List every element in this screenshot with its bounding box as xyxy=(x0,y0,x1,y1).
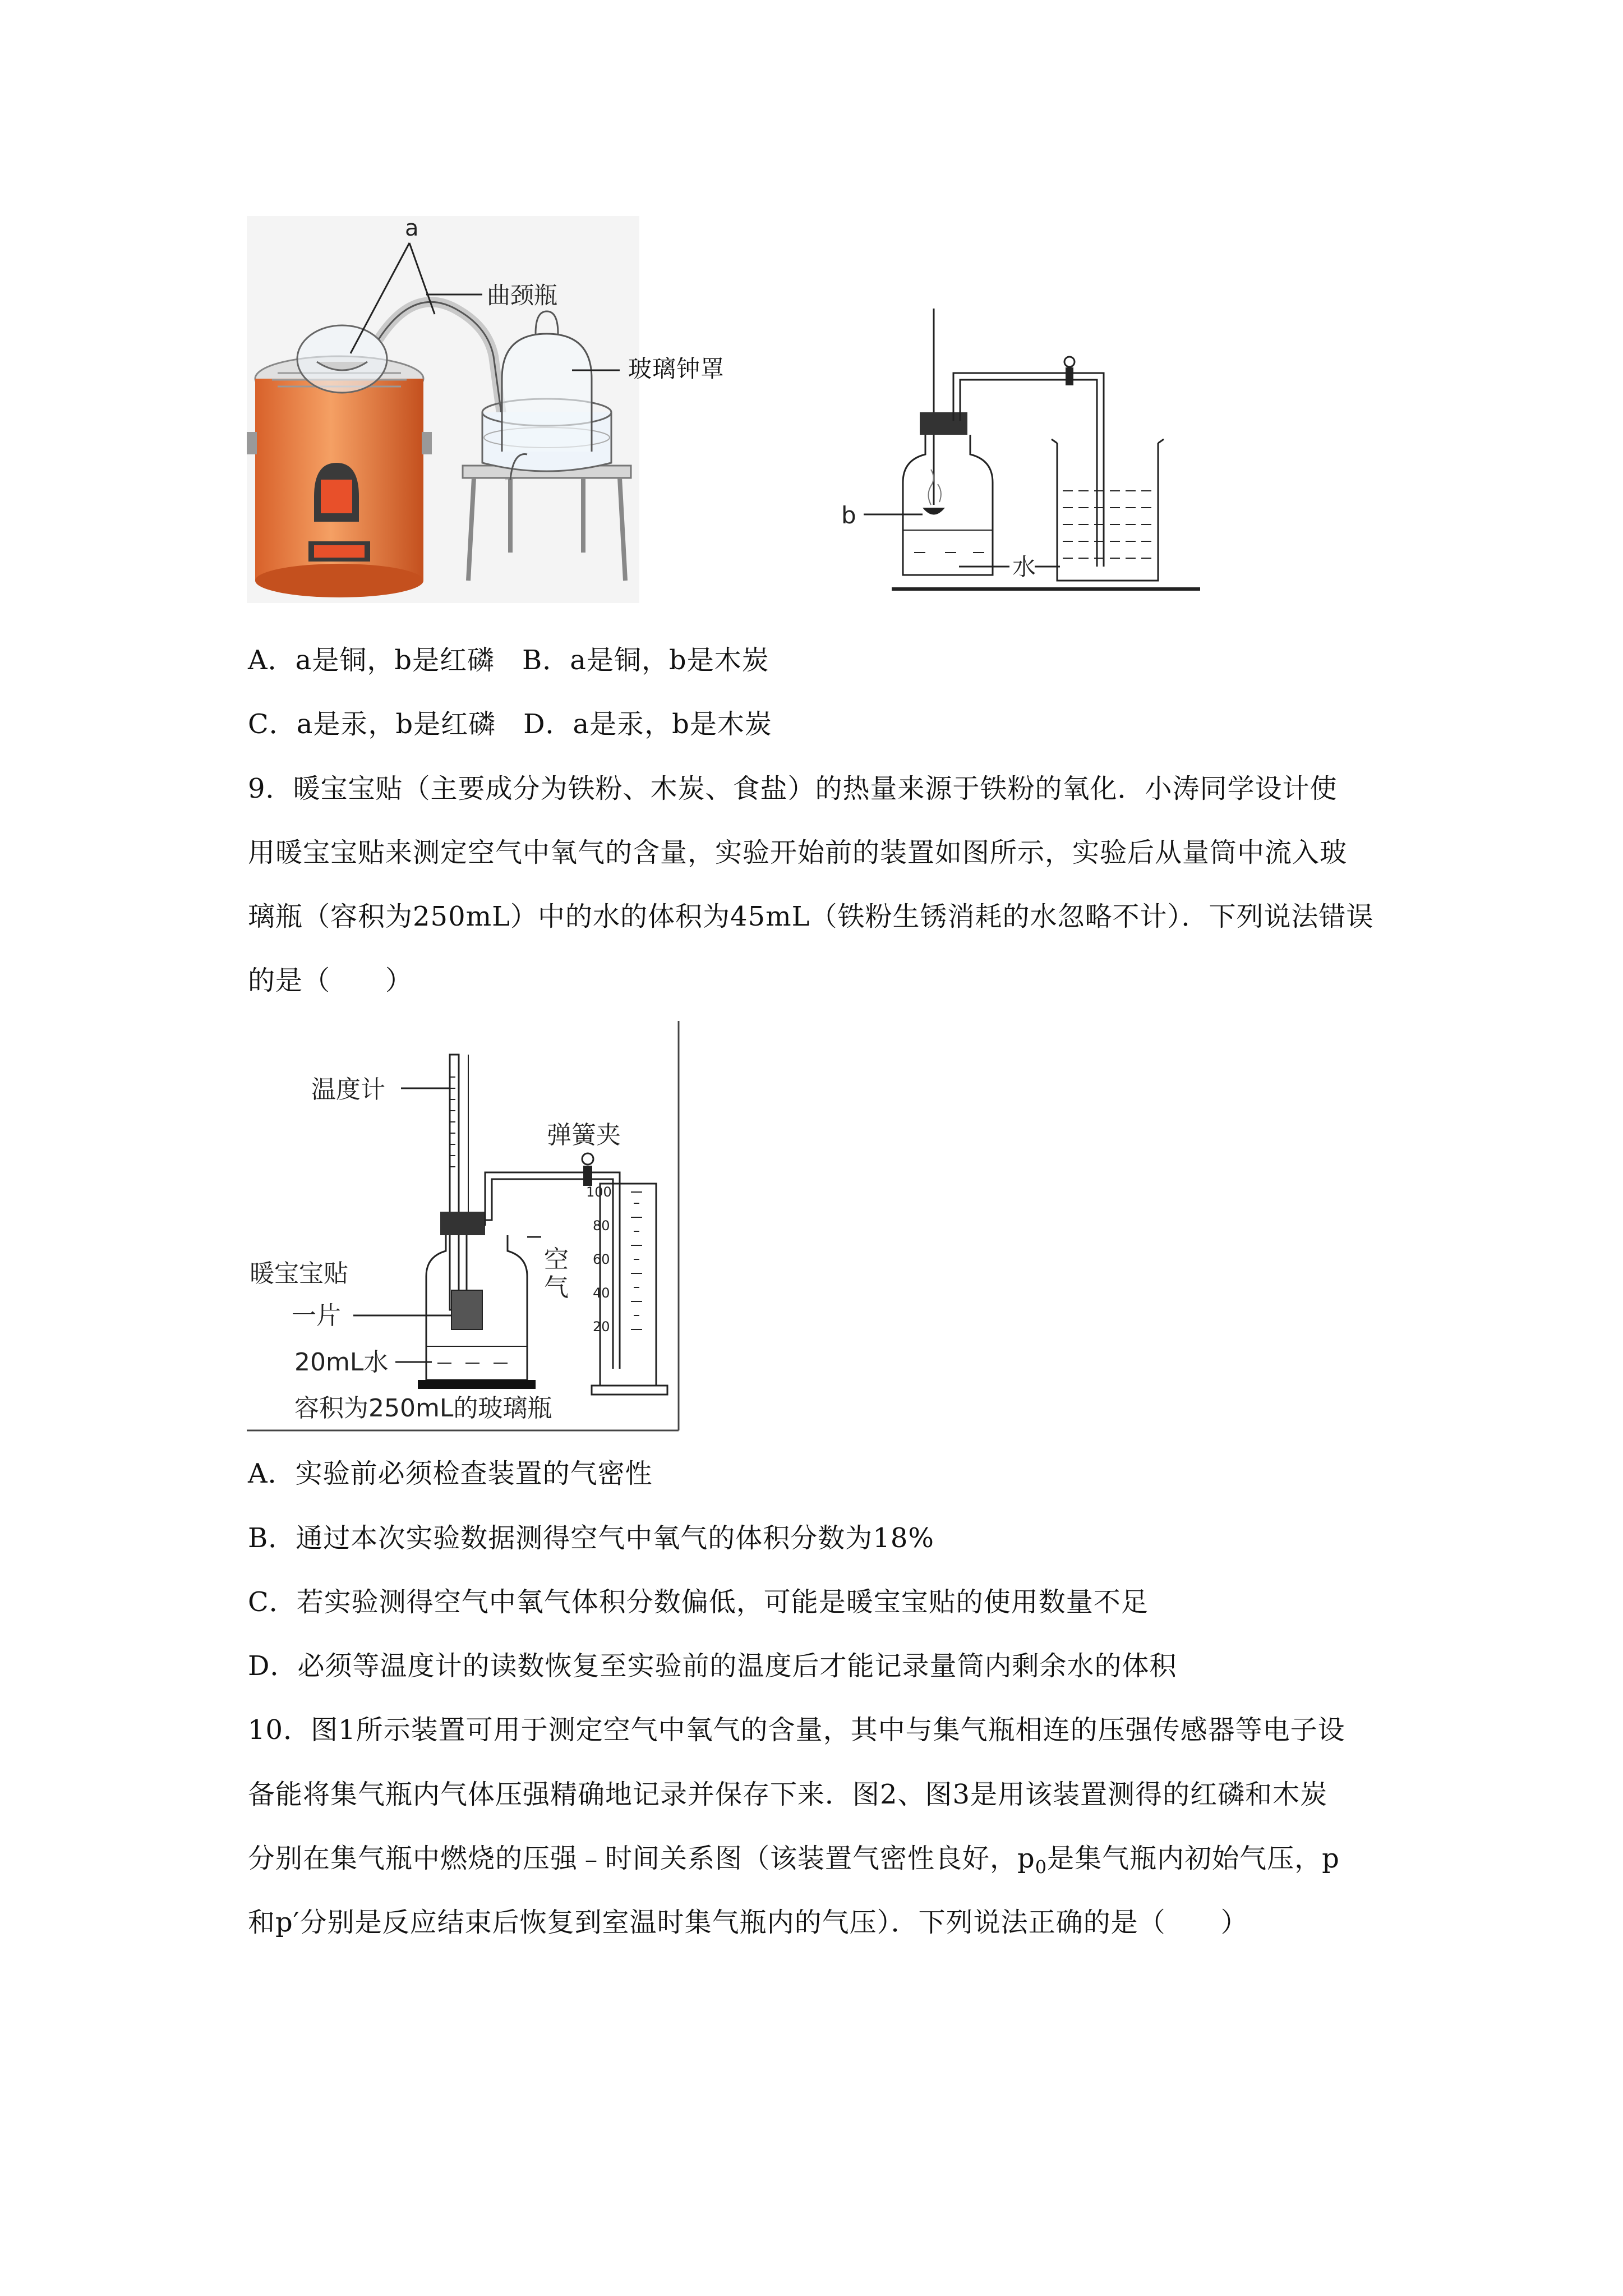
q9-stem-line-1: 9．暖宝宝贴（主要成分为铁粉、木炭、食盐）的热量来源于铁粉的氧化．小涛同学设计使 xyxy=(248,773,1338,804)
hand-warmer-pad xyxy=(451,1290,482,1329)
label-air-1: 空 xyxy=(544,1245,569,1274)
label-hand-warmer-2: 一片 xyxy=(292,1301,341,1330)
p0-subscript: 0 xyxy=(1035,1856,1048,1878)
label-water-20ml: 20mL水 xyxy=(294,1348,389,1377)
label-water: 水 xyxy=(1012,553,1036,581)
combustion-spoon xyxy=(923,508,945,515)
q9-stem-line-2: 用暖宝宝贴来测定空气中氧气的含量，实验开始前的装置如图所示，实验后从量筒中流入玻 xyxy=(248,837,1348,868)
label-a: a xyxy=(405,216,419,241)
label-spring-clamp: 弹簧夹 xyxy=(547,1121,621,1149)
q10-stem-line-2: 备能将集气瓶内气体压强精确地记录并保存下来．图2、图3是用该装置测得的红磷和木炭 xyxy=(248,1779,1328,1810)
q9-stem-line-3: 璃瓶（容积为250mL）中的水的体积为45mL（铁粉生锈消耗的水忽略不计）．下列说法错误 xyxy=(248,901,1374,932)
q9-option-a: A．实验前必须检查装置的气密性 xyxy=(248,1458,653,1489)
label-thermometer: 温度计 xyxy=(311,1075,385,1104)
label-air-2: 气 xyxy=(544,1273,569,1302)
figure-combustion-bottle xyxy=(841,306,1211,600)
q9-stem-line-4: 的是（ ） xyxy=(248,965,413,996)
label-b: b xyxy=(841,501,856,529)
graduated-cylinder xyxy=(600,1184,656,1386)
q10-stem-line-1: 10．图1所示装置可用于测定空气中氧气的含量，其中与集气瓶相连的压强传感器等电子设 xyxy=(248,1714,1345,1746)
label-hand-warmer-1: 暖宝宝贴 xyxy=(250,1259,348,1288)
spring-clamp xyxy=(583,1166,592,1186)
q8-options-line-1: A．a是铜，b是红磷 B．a是铜，b是木炭 xyxy=(248,645,769,676)
label-bell-jar-text: 玻璃钟罩 xyxy=(628,355,725,383)
scale-label: 40 xyxy=(593,1285,610,1301)
figure-hand-warmer-apparatus xyxy=(247,1021,684,1433)
q9-option-c: C．若实验测得空气中氧气体积分数偏低，可能是暖宝宝贴的使用数量不足 xyxy=(248,1586,1149,1618)
retort-bulb xyxy=(297,325,387,393)
bottle xyxy=(903,435,993,575)
scale-label: 20 xyxy=(593,1319,610,1335)
q10-stem-line-3-part-a: 分别在集气瓶中燃烧的压强﹣时间关系图（该装置气密性良好，p xyxy=(248,1843,1035,1874)
scale-label: 80 xyxy=(593,1218,610,1234)
scale-label: 60 xyxy=(593,1251,610,1267)
bell-jar xyxy=(502,334,592,452)
spring-clamp xyxy=(1066,367,1073,385)
base-plate xyxy=(418,1380,536,1389)
q8-options-line-2: C．a是汞，b是红磷 D．a是汞，b是木炭 xyxy=(248,708,772,740)
q10-stem-line-3-part-b: 是集气瓶内初始气压，p xyxy=(1047,1843,1340,1874)
figure-retort-apparatus xyxy=(247,216,639,603)
q9-option-d: D．必须等温度计的读数恢复至实验前的温度后才能记录量筒内剩余水的体积 xyxy=(248,1650,1177,1682)
scale-label: 100 xyxy=(586,1184,612,1200)
label-retort-flask: 曲颈瓶 xyxy=(487,282,558,309)
q10-stem-line-3 xyxy=(248,1842,1340,1884)
thermometer xyxy=(450,1055,459,1310)
stopper xyxy=(440,1212,485,1235)
beaker xyxy=(1057,443,1158,581)
q10-stem-line-4: 和p′分别是反应结束后恢复到室温时集气瓶内的气压）．下列说法正确的是（ ） xyxy=(248,1907,1248,1938)
q9-option-b: B．通过本次实验数据测得空气中氧气的体积分数为18% xyxy=(248,1522,934,1554)
label-bottle-capacity: 容积为250mL的玻璃瓶 xyxy=(294,1394,552,1423)
